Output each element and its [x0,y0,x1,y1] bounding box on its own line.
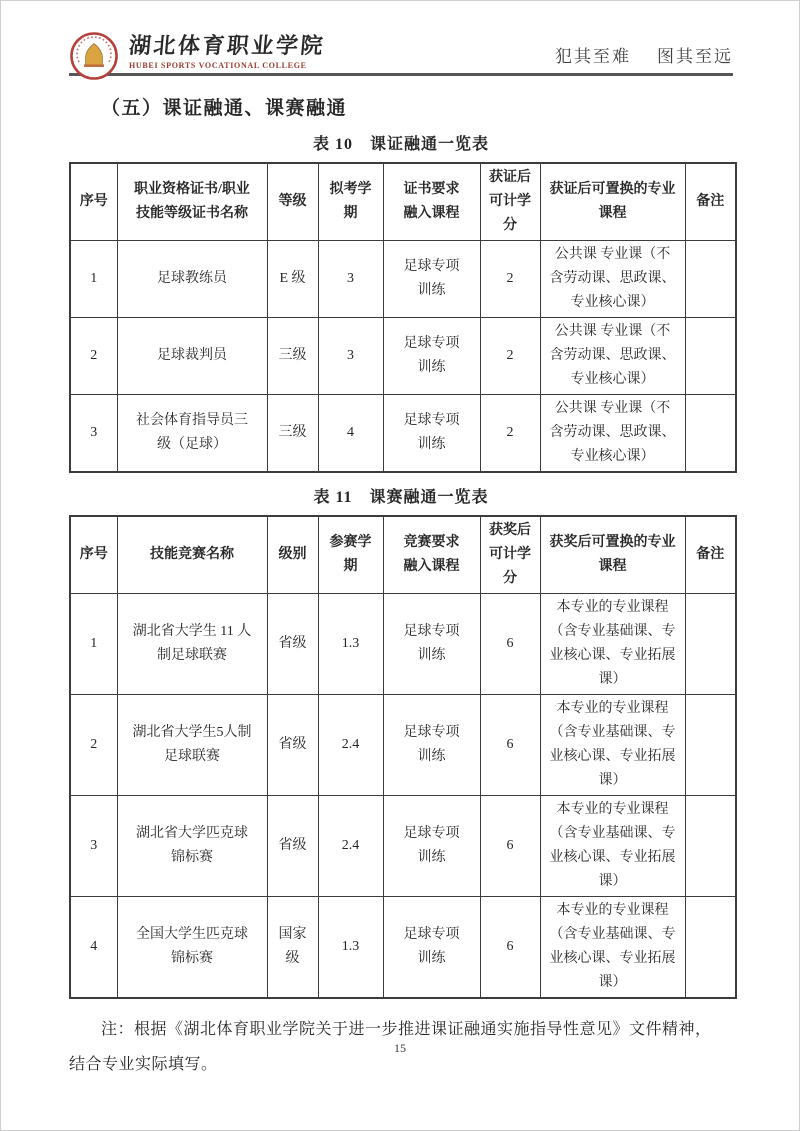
column-header: 职业资格证书/职业技能等级证书名称 [117,163,267,241]
table-cell: 湖北省大学生 11 人制足球联赛 [117,594,267,695]
table-cell: 6 [480,897,540,999]
table-cell: 本专业的专业课程（含专业基础课、专业核心课、专业拓展课） [540,897,685,999]
column-header: 技能竞赛名称 [117,516,267,594]
table-row [70,241,736,318]
table-cell: 省级 [267,796,318,897]
table-cell [685,897,736,999]
table-cell: 1.3 [318,897,383,999]
table-row [70,594,736,695]
table-cell: 6 [480,594,540,695]
table-cell: 3 [70,395,117,473]
table-cell: 社会体育指导员三级（足球） [117,395,267,473]
table-cell: 足球裁判员 [117,318,267,395]
column-header: 获奖后可计学分 [480,516,540,594]
table-cell: 2 [480,318,540,395]
column-header: 拟考学期 [318,163,383,241]
table-cell: 4 [70,897,117,999]
college-name-block [129,34,325,69]
table-cell: 足球专项训练 [383,796,480,897]
table-cell: 公共课 专业课（不含劳动课、思政课、专业核心课） [540,395,685,473]
college-name-en: HUBEI SPORTS VOCATIONAL COLLEGE [129,60,307,70]
column-header: 获证后可置换的专业课程 [540,163,685,241]
header-slogan [555,42,733,73]
table-row [70,695,736,796]
table-cell: 3 [318,318,383,395]
table-cell [685,796,736,897]
table11-caption: 表 11 课赛融通一览表 [313,489,489,506]
column-header: 参赛学期 [318,516,383,594]
table-cell: 2.4 [318,695,383,796]
column-header: 竞赛要求融入课程 [383,516,480,594]
table-cell [685,695,736,796]
table-cell: 2 [480,241,540,318]
table-cell: 3 [70,796,117,897]
table-cell: 2 [70,695,117,796]
table-cell: 足球专项训练 [383,594,480,695]
table-cell: 4 [318,395,383,473]
header-row [70,163,736,241]
table-cell: 足球专项训练 [383,695,480,796]
table-cell: 全国大学生匹克球锦标赛 [117,897,267,999]
note-text: 注：根据《湖北体育职业学院关于进一步推进课证融通实施指导性意见》文件精神，结合专业实际填写。 [69,1021,712,1073]
table-row [70,796,736,897]
table-cell: 公共课 专业课（不含劳动课、思政课、专业核心课） [540,318,685,395]
column-header: 备注 [685,516,736,594]
column-header: 证书要求融入课程 [383,163,480,241]
table-cell: 足球专项训练 [383,318,480,395]
column-header: 序号 [70,163,117,241]
table-cell [685,594,736,695]
table-cell: 国家级 [267,897,318,999]
table-cell: 本专业的专业课程（含专业基础课、专业核心课、专业拓展课） [540,594,685,695]
certificate-integration-table [69,162,737,473]
table-cell: 省级 [267,594,318,695]
table-cell: 6 [480,695,540,796]
table-cell: 公共课 专业课（不含劳动课、思政课、专业核心课） [540,241,685,318]
competition-integration-table [69,515,737,999]
table-cell: 3 [318,241,383,318]
table-cell: 2 [70,318,117,395]
table-row [70,318,736,395]
college-name-cn: 湖北体育职业学院 [127,33,327,59]
table-cell: 湖北省大学匹克球锦标赛 [117,796,267,897]
section-heading: （五）课证融通、课赛融通 [101,98,348,119]
column-header: 级别 [267,516,318,594]
column-header: 获证后可计学分 [480,163,540,241]
table-cell: 三级 [267,318,318,395]
table-cell: 6 [480,796,540,897]
table-cell [685,318,736,395]
page-number: 15 [394,1041,406,1055]
table-cell: 本专业的专业课程（含专业基础课、专业核心课、专业拓展课） [540,695,685,796]
table-row [70,897,736,999]
table-cell: 足球专项训练 [383,241,480,318]
slogan-right: 图其至远 [657,47,733,66]
header-row [70,516,736,594]
table-cell: 湖北省大学生5人制足球联赛 [117,695,267,796]
column-header: 序号 [70,516,117,594]
column-header: 备注 [685,163,736,241]
college-logo-icon [69,31,119,81]
table-row [70,395,736,473]
page-header [69,31,733,73]
slogan-left: 犯其至难 [555,47,631,66]
table-cell: 足球教练员 [117,241,267,318]
table-cell: 2 [480,395,540,473]
table-cell [685,395,736,473]
table-cell: 1 [70,594,117,695]
table-cell: 足球专项训练 [383,395,480,473]
column-header: 获奖后可置换的专业课程 [540,516,685,594]
college-brand [69,31,325,73]
table-cell: 三级 [267,395,318,473]
header-rule [69,73,733,76]
table-cell: 本专业的专业课程（含专业基础课、专业核心课、专业拓展课） [540,796,685,897]
table-cell: 1 [70,241,117,318]
table10-caption: 表 10 课证融通一览表 [312,136,489,153]
column-header: 等级 [267,163,318,241]
table-cell [685,241,736,318]
table-cell: 足球专项训练 [383,897,480,999]
table-cell: 1.3 [318,594,383,695]
table-cell: 2.4 [318,796,383,897]
table-cell: E 级 [267,241,318,318]
table-cell: 省级 [267,695,318,796]
